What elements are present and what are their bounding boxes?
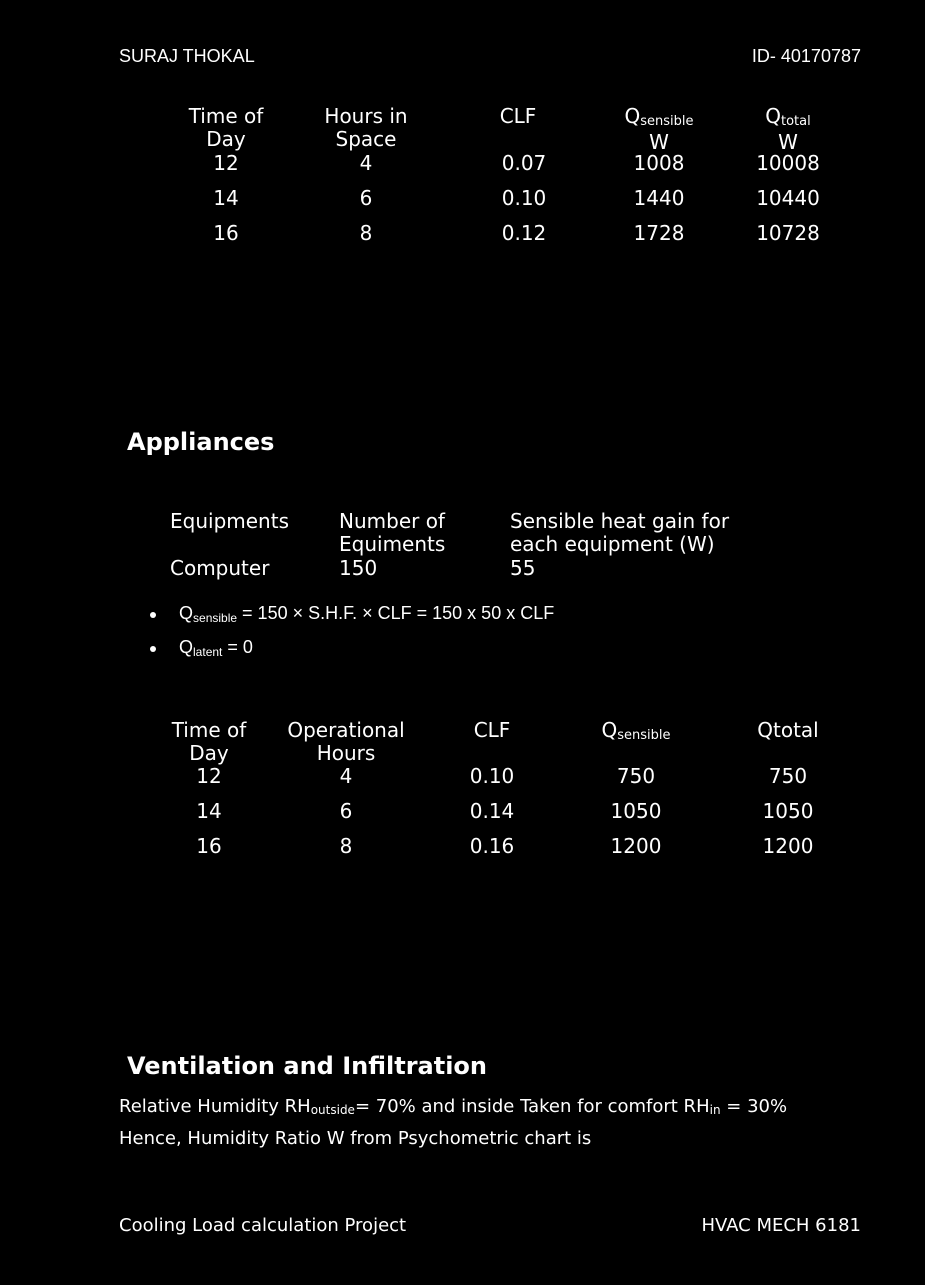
- table-row-cell: 150: [339, 556, 378, 580]
- header-line: [576, 719, 696, 745]
- table-row-cell: 0.12: [501, 221, 547, 245]
- table-row-cell: 0.10: [469, 764, 515, 788]
- table2-header-qtotal: [728, 719, 848, 742]
- student-id: ID- 40170787: [751, 46, 861, 66]
- equip-header-equipments: [170, 510, 289, 533]
- header-line: Time of: [171, 718, 247, 742]
- q-subscript: sensible: [617, 728, 671, 743]
- bullet-dot: [150, 612, 156, 618]
- text-segment: Relative Humidity RH: [119, 1096, 311, 1117]
- header-line: Hours in: [324, 104, 408, 128]
- table-row-cell: 6: [339, 799, 353, 823]
- rh-subscript: in: [709, 1103, 721, 1117]
- ventilation-heading: Ventilation and Infiltration: [127, 1052, 487, 1080]
- footer-course-code: HVAC MECH 6181: [701, 1215, 861, 1236]
- formula-text: = 0: [222, 637, 253, 657]
- table-row-cell: 6: [359, 186, 373, 210]
- q-symbol: Q: [765, 104, 781, 128]
- author-name: SURAJ THOKAL: [119, 46, 255, 66]
- header-line: Number of: [339, 509, 445, 533]
- header-line: Operational: [287, 718, 405, 742]
- humidity-line: [119, 1096, 787, 1117]
- table-row-cell: 0.07: [501, 151, 547, 175]
- table-row-cell: 8: [339, 834, 353, 858]
- header-line: Equiments: [339, 532, 446, 556]
- table-row-cell: 8: [359, 221, 373, 245]
- table1-header-time: [166, 105, 286, 151]
- table1-header-qsensible: [599, 105, 719, 154]
- rh-subscript: outside: [310, 1103, 355, 1117]
- list-item: [179, 637, 253, 658]
- equip-header-number: [339, 510, 445, 556]
- footer-project-title: Cooling Load calculation Project: [119, 1215, 407, 1236]
- table-row-cell: 10440: [756, 186, 820, 210]
- header-line: Day: [206, 127, 246, 151]
- header-line: Hours: [316, 741, 376, 765]
- bullet-dot: [150, 646, 156, 652]
- table1-header-clf: [458, 105, 578, 128]
- header-line: Equipments: [170, 509, 289, 533]
- header-line: Day: [189, 741, 229, 765]
- list-item: [179, 603, 554, 624]
- table-row-cell: 1200: [762, 834, 814, 858]
- header-line: Space: [335, 127, 397, 151]
- table-row-cell: 55: [510, 556, 536, 580]
- header-line: CLF: [499, 104, 537, 128]
- formula-text: = 150 × S.H.F. × CLF = 150 x 50 x CLF: [237, 603, 555, 623]
- table-row-cell: 14: [213, 186, 239, 210]
- table-row-cell: 750: [768, 764, 808, 788]
- humidity-ratio-line: Hence, Humidity Ratio W from Psychometric chart is: [119, 1128, 592, 1149]
- table-row-cell: 12: [196, 764, 222, 788]
- table-row-cell: 4: [339, 764, 353, 788]
- table-row-cell: 1728: [633, 221, 685, 245]
- equip-header-heat-gain: [510, 510, 729, 556]
- table-row-cell: Computer: [170, 556, 270, 580]
- header-line: CLF: [473, 718, 511, 742]
- table-row-cell: 750: [616, 764, 656, 788]
- header-line: W: [649, 130, 669, 154]
- header-line: Qtotal: [757, 718, 819, 742]
- table-row-cell: 4: [359, 151, 373, 175]
- table-row-cell: 16: [213, 221, 239, 245]
- header-line: W: [778, 130, 798, 154]
- table2-header-qsensible: [576, 719, 696, 745]
- appliances-heading: Appliances: [127, 428, 275, 456]
- text-segment: = 30%: [720, 1096, 788, 1117]
- table-row-cell: 1440: [633, 186, 685, 210]
- table-row-cell: 1008: [633, 151, 685, 175]
- table2-header-hours: [276, 719, 416, 765]
- q-symbol: Q: [624, 104, 641, 128]
- header-line: [599, 105, 719, 131]
- header-line: Time of: [188, 104, 264, 128]
- table-row-cell: 0.16: [469, 834, 515, 858]
- table-row-cell: 12: [213, 151, 239, 175]
- q-subscript: latent: [193, 645, 223, 659]
- table1-header-qtotal: [728, 105, 848, 154]
- q-symbol: Q: [179, 603, 194, 623]
- table-row-cell: 0.14: [469, 799, 515, 823]
- table2-header-time: [149, 719, 269, 765]
- table2-header-clf: [432, 719, 552, 742]
- header-line: each equipment (W): [510, 532, 715, 556]
- table-row-cell: 10728: [756, 221, 820, 245]
- q-subscript: sensible: [640, 114, 694, 129]
- header-line: [728, 105, 848, 131]
- table-row-cell: 14: [196, 799, 222, 823]
- table-row-cell: 1050: [762, 799, 814, 823]
- q-symbol: Q: [601, 718, 618, 742]
- table-row-cell: 1200: [610, 834, 662, 858]
- header-line: Sensible heat gain for: [510, 509, 730, 533]
- table-row-cell: 1050: [610, 799, 662, 823]
- text-segment: = 70% and inside Taken for comfort RH: [354, 1096, 710, 1117]
- table-row-cell: 16: [196, 834, 222, 858]
- q-subscript: sensible: [193, 611, 238, 625]
- table-row-cell: 10008: [756, 151, 820, 175]
- q-subscript: total: [781, 114, 811, 129]
- q-symbol: Q: [179, 637, 194, 657]
- table1-header-hours: [306, 105, 426, 151]
- table-row-cell: 0.10: [501, 186, 547, 210]
